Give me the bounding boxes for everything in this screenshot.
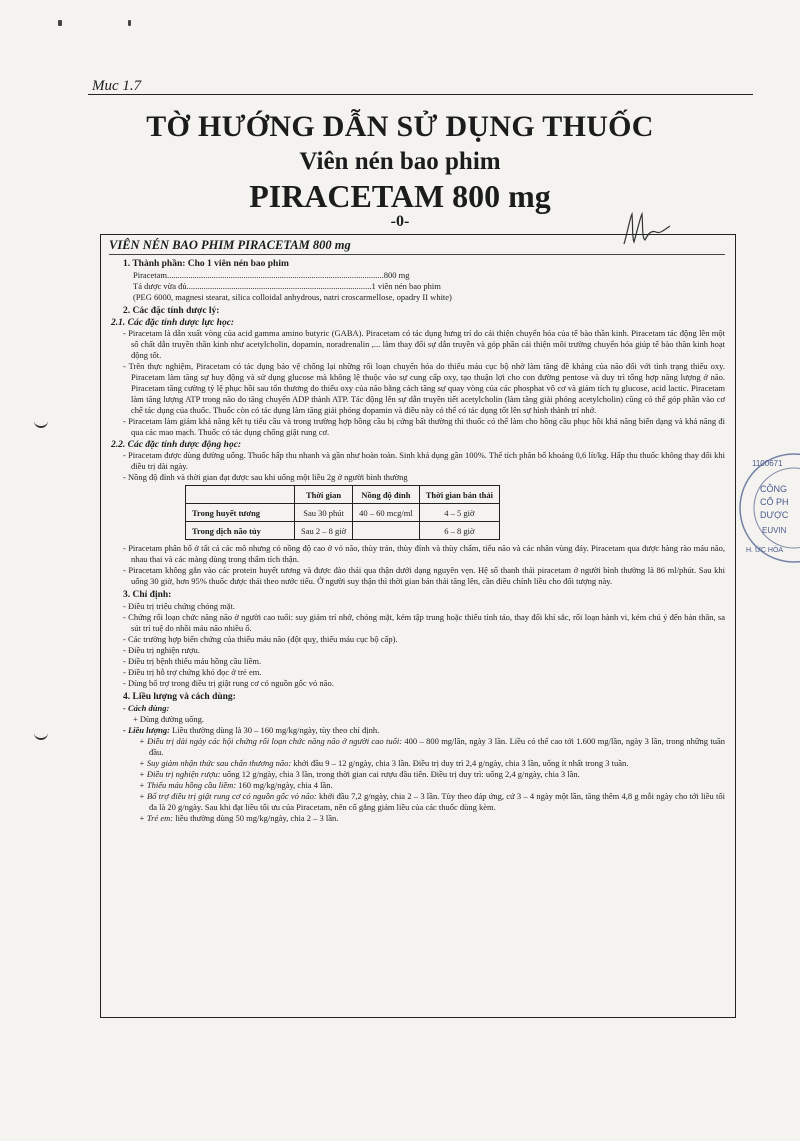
stamp-text: CỔ PH <box>760 497 789 507</box>
item-label: + Trẻ em: <box>139 813 174 823</box>
binder-mark <box>34 728 48 740</box>
paragraph: - Piracetam phân bố ở tất cả các mô nhưng có nồng độ cao ở vỏ não, thùy trán, thùy đỉnh và thùy chẩm, tiểu não và các nhân vùng đáy. Piracetam qua được hàng rào máu não, nhau thai và các màng dùng trong thẩm tích thận. <box>123 543 725 564</box>
table-cell <box>353 522 420 540</box>
list-item: - Điều trị hỗ trợ chứng khó đọc ở trẻ em. <box>123 667 262 677</box>
list-item <box>109 736 725 758</box>
table-header <box>186 486 295 504</box>
item-text: uống 12 g/ngày, chia 3 lần, trong thời gian cai rượu đầu tiên. Điều trị duy trì: uống 2,4 g/ngày, chia 3 lần. <box>220 769 580 779</box>
scan-dot <box>58 20 62 26</box>
table-header: Nồng độ đỉnh <box>353 486 420 504</box>
stamp-number: 1100671 <box>752 459 783 468</box>
list-item: + Dùng đường uống. <box>133 714 205 724</box>
item-text: 160 mg/kg/ngày, chia 4 lần. <box>236 780 333 790</box>
list-item: - Điều trị nghiện rượu. <box>123 645 200 655</box>
box-title: VIÊN NÉN BAO PHIM PIRACETAM 800 mg <box>109 238 725 255</box>
list-item: - Các trường hợp biến chứng của thiếu máu não (đột quỵ, thiếu máu cục bộ cấp). <box>123 634 398 644</box>
list-item: - Dùng bổ trợ trong điều trị giật rung cơ có nguồn gốc vỏ não. <box>123 678 334 688</box>
composition-row <box>109 270 725 281</box>
list-item <box>109 769 725 780</box>
item-text: liều thường dùng 50 mg/kg/ngày, chia 2 – 3 lần. <box>173 813 339 823</box>
product-name: PIRACETAM 800 mg <box>249 178 551 214</box>
header-rule <box>88 94 753 95</box>
list-item <box>109 813 725 824</box>
pharmacokinetics-heading: 2.2. Các đặc tính dược động học: <box>111 440 242 450</box>
table-cell: 40 – 60 mcg/ml <box>353 504 420 522</box>
paragraph: - Trên thực nghiệm, Piracetam có tác dụng bảo vệ chống lại những rối loạn chuyển hóa do thiếu máu cục bộ nhờ làm tăng đề kháng của não đối với tình trạng thiếu oxy. Piracetam làm tăng sự huy động và sử dụng glucose mà không lệ thuộc vào sự cung cấp oxy, tạo thuận lợi cho con đường pentose và duy trì tổng hợp năng lượng ở não. Piracetam tăng cường tỷ lệ phục hồi sau tổn thương do thiếu oxy của não bằng cách tăng sự quay vòng của các phosphat vô cơ và giảm tích tụ glucose, acid lactic. Piracetam làm tăng lượng ATP trong não do tăng chuyển ADP thành ATP. Tác động lên sự dẫn truyền tiết acetylcholin (làm tăng giải phóng acetylcholin) cũng có thể góp phần vào cơ chế tác dụng của thuốc. Thuốc còn có tác dụng làm tăng giải phóng dopamin và điều này có thể có tác dụng tốt lên sự hình thành trí nhớ. <box>123 361 725 415</box>
dosage-heading: 4. Liều lượng và cách dùng: <box>123 692 236 702</box>
table-row <box>186 504 500 522</box>
paragraph: - Piracetam không gắn vào các protein huyết tương và được đào thải qua thận dưới dạng nguyên vẹn. Hệ số thanh thải piracetam ở người bình thường là 86 ml/phút. Sau khi uống 30 giờ, hơn 95% thuốc được thải theo nước tiểu. Ở người suy thận thì thời gian bán thải tăng lên, cần điều chỉnh liều cho đối tượng này. <box>123 565 725 586</box>
section-code: Muc 1.7 <box>92 78 142 94</box>
ingredient-name: Tá dược vừa đủ....................................................................................... <box>133 281 372 291</box>
stamp-text: CÔNG <box>760 484 787 494</box>
item-label: + Thiếu máu hồng cầu liềm: <box>139 780 237 790</box>
dosage-label: - Liều lượng: <box>123 725 170 735</box>
list-item <box>109 791 725 813</box>
ingredient-amount: 1 viên nén bao phim <box>371 281 441 291</box>
table-cell: 6 – 8 giờ <box>419 522 499 540</box>
paragraph: - Piracetam được dùng đường uống. Thuốc hấp thu nhanh và gần như hoàn toàn. Sinh khả dụng gần 100%. Thể tích phân bố khoảng 0,6 lít/kg. Hấp thu thuốc không thay đổi khi điều trị dài ngày. <box>123 450 725 471</box>
pk-table <box>185 485 500 540</box>
item-text: 400 – 800 mg/lần, ngày 3 lần. Liều có thể cao tới 1.600 mg/lần, ngày 3 lần, trong những tuần đầu. <box>149 736 725 757</box>
item-text: khởi đầu 7,2 g/ngày, chia 2 – 3 lần. Tùy theo đáp ứng, cứ 3 – 4 ngày một lần, tăng thêm 4,8 g mỗi ngày cho tới liều tối đa là 20 g/ngày. Sau khi đạt liều tối ưu của Piracetam, nên cố gắng giảm liều của các thuốc dùng kèm. <box>149 791 725 812</box>
composition-heading: 1. Thành phần: Cho 1 viên nén bao phim <box>123 259 289 269</box>
dosage-paragraph <box>109 725 725 736</box>
leaflet-box <box>100 234 736 1018</box>
table-header: Thời gian bán thải <box>419 486 499 504</box>
list-item <box>109 758 725 769</box>
list-item <box>109 780 725 791</box>
pharmacodynamics-heading: 2.1. Các đặc tính dược lực học: <box>111 318 235 328</box>
table-cell: Sau 30 phút <box>295 504 353 522</box>
composition-row <box>109 281 725 292</box>
item-label: + Điều trị nghiện rượu: <box>139 769 221 779</box>
excipient-list: (PEG 6000, magnesi stearat, silica colloidal anhydrous, natri croscarmellose, opadry II white) <box>133 292 452 302</box>
binder-mark <box>34 416 48 428</box>
pharmacology-heading: 2. Các đặc tính dược lý: <box>123 306 220 316</box>
item-label: + Suy giảm nhận thức sau chấn thương não: <box>139 758 292 768</box>
table-cell: 4 – 5 giờ <box>419 504 499 522</box>
table-cell: Sau 2 – 8 giờ <box>295 522 353 540</box>
table-header: Thời gian <box>295 486 353 504</box>
scan-dot <box>128 20 131 26</box>
table-header-row <box>186 486 500 504</box>
indications-heading: 3. Chỉ định: <box>123 590 172 600</box>
company-stamp <box>730 448 800 568</box>
dosage-text: Liều thường dùng là 30 – 160 mg/kg/ngày, tùy theo chỉ định. <box>169 725 380 735</box>
table-row <box>186 522 500 540</box>
stamp-text: DƯỢC <box>760 510 789 520</box>
stamp-place: H. ỨC HÓA <box>746 547 784 554</box>
paragraph: - Piracetam làm giảm khả năng kết tụ tiểu cầu và trong trường hợp hồng cầu bị cứng bất thường thì thuốc có thể làm cho hồng cầu phục hồi khả năng biến dạng và khả năng đi qua các mao mạch. Thuốc có tác dụng chống giật rung cơ. <box>123 416 725 437</box>
title-separator: -0- <box>390 213 410 230</box>
paragraph: - Piracetam là dẫn xuất vòng của acid gamma amino butyric (GABA). Piracetam có tác dụng hưng trí do cải thiện chuyển hóa của tế bào thần kinh. Piracetam tác động lên một số chất dẫn truyền thần kinh như acetylcholin, dopamin, noradrenalin ,... làm thay đổi sự dẫn truyền và góp phần cải thiện môi trường chuyển hóa giúp tế bào thần kinh hoạt động tốt. <box>123 328 725 360</box>
dosage-form: Viên nén bao phim <box>299 148 501 175</box>
ingredient-name: Piracetam...................................................................................................... <box>133 270 384 280</box>
ingredient-amount: 800 mg <box>383 270 410 280</box>
table-cell: Trong dịch não tủy <box>186 522 295 540</box>
list-item: - Chứng rối loạn chức năng não ở người cao tuổi: suy giảm trí nhớ, chóng mặt, kém tập trung hoặc thiếu tỉnh táo, thay đổi khí sắc, rối loạn hành vi, kém chú ý đến bản thân, sa sút trí tuệ do nhồi máu não nhiều ổ. <box>123 612 725 633</box>
usage-subheading: - Cách dùng: <box>123 703 170 713</box>
table-cell: Trong huyết tương <box>186 504 295 522</box>
list-item: - Điều trị triệu chứng chóng mặt. <box>123 601 236 611</box>
item-label: + Điều trị dài ngày các hội chứng rối loạn chức năng não ở người cao tuổi: <box>139 736 403 746</box>
item-text: khởi đầu 9 – 12 g/ngày, chia 3 lần. Điều trị duy trì 2,4 g/ngày, chia 3 lần, uống ít nhất trong 3 tuần. <box>291 758 629 768</box>
stamp-text: EUVIN <box>762 526 787 535</box>
list-item: - Điều trị bệnh thiếu máu hồng cầu liềm. <box>123 656 262 666</box>
paragraph: - Nồng độ đỉnh và thời gian đạt được sau khi uống một liều 2g ở người bình thường <box>123 472 408 482</box>
item-label: + Bổ trợ điều trị giật rung cơ có nguồn gốc vỏ não: <box>139 791 317 801</box>
page-title: TỜ HƯỚNG DẪN SỬ DỤNG THUỐC <box>146 110 654 143</box>
